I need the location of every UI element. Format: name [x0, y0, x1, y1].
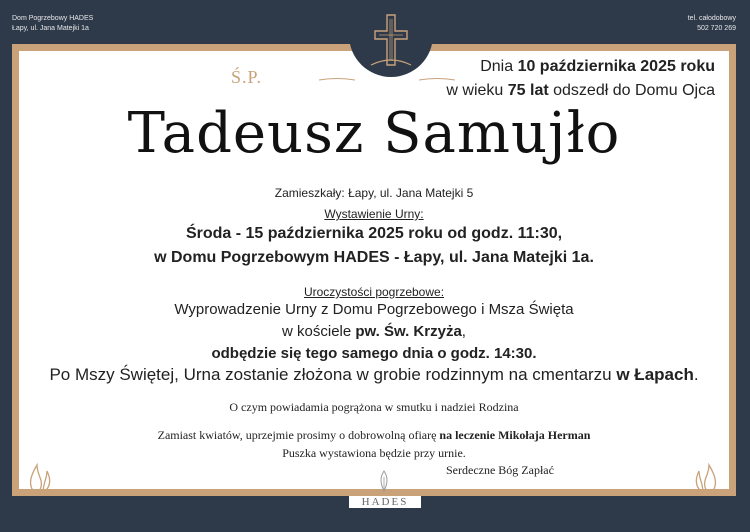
cemetery-place: w Łapach	[616, 365, 694, 384]
flame-icon	[25, 461, 55, 495]
ornament-left-line	[319, 77, 355, 83]
cross-icon	[349, 7, 433, 77]
exhibition-date: Środa - 15 października 2025 roku od godz. 11:30,	[185, 225, 563, 242]
donation-request	[19, 428, 729, 443]
thanks-text: Serdeczne Bóg Zapłać	[446, 463, 554, 477]
obituary-card	[12, 44, 736, 508]
age-suffix: odszedł do Domu Ojca	[548, 82, 715, 99]
donation-purpose: na leczenie Mikołaja Herman	[439, 428, 591, 442]
ceremony-heading: Uroczystości pogrzebowe:	[303, 285, 445, 299]
death-date: 10 października 2025 roku	[517, 58, 715, 75]
burial-suffix: .	[693, 365, 699, 384]
ceremony-line-1: Wyprowadzenie Urny z Domu Pogrzebowego i Msza Święta	[174, 301, 574, 318]
header-left	[12, 14, 93, 34]
header-phone-label: tel. całodobowy	[687, 15, 736, 22]
flame-icon	[691, 461, 721, 495]
age-line	[446, 79, 715, 103]
residence-text: Zamieszkały: Łapy, ul. Jana Matejki 5	[274, 186, 474, 200]
family-notice: O czym powiadamia pogrążona w smutku i nadziei Rodzina	[229, 400, 519, 414]
header-right	[688, 14, 736, 34]
exhibition-place: w Domu Pogrzebowym HADES - Łapy, ul. Jana Matejki 1a.	[154, 249, 594, 266]
exhibition-heading: Wystawienie Urny:	[324, 207, 424, 221]
hades-logo-text: HADES	[349, 496, 421, 508]
death-date-block	[446, 55, 715, 103]
header-company-name: Dom Pogrzebowy HADES	[12, 15, 94, 22]
sp-abbreviation: Ś.P.	[231, 67, 263, 87]
ceremony-line-4	[19, 365, 729, 385]
date-prefix: Dnia	[480, 58, 518, 75]
hades-logo-icon	[371, 469, 397, 493]
donation-prefix: Zamiast kwiatów, uprzejmie prosimy o dobrowolną ofiarę	[157, 428, 440, 442]
ceremony-line-2	[19, 323, 729, 340]
church-suffix: ,	[461, 323, 466, 340]
church-prefix: w kościele	[282, 323, 356, 340]
deceased-name: Tadeusz Samujło	[127, 101, 621, 166]
age-prefix: w wieku	[446, 82, 508, 99]
death-date-line	[446, 55, 715, 79]
header-address: Łapy, ul. Jana Matejki 1a	[12, 25, 89, 32]
age-value: 75 lat	[507, 82, 549, 99]
cross-medallion	[349, 7, 433, 77]
burial-prefix: Po Mszy Świętej, Urna zostanie złożona w grobie rodzinnym na cmentarzu	[49, 365, 617, 384]
church-name: pw. Św. Krzyża	[355, 323, 462, 340]
header-phone-number: 502 720 269	[697, 25, 736, 32]
donation-box-note: Puszka wystawiona będzie przy urnie.	[282, 446, 466, 460]
ceremony-line-3: odbędzie się tego samego dnia o godz. 14:30.	[211, 345, 537, 362]
